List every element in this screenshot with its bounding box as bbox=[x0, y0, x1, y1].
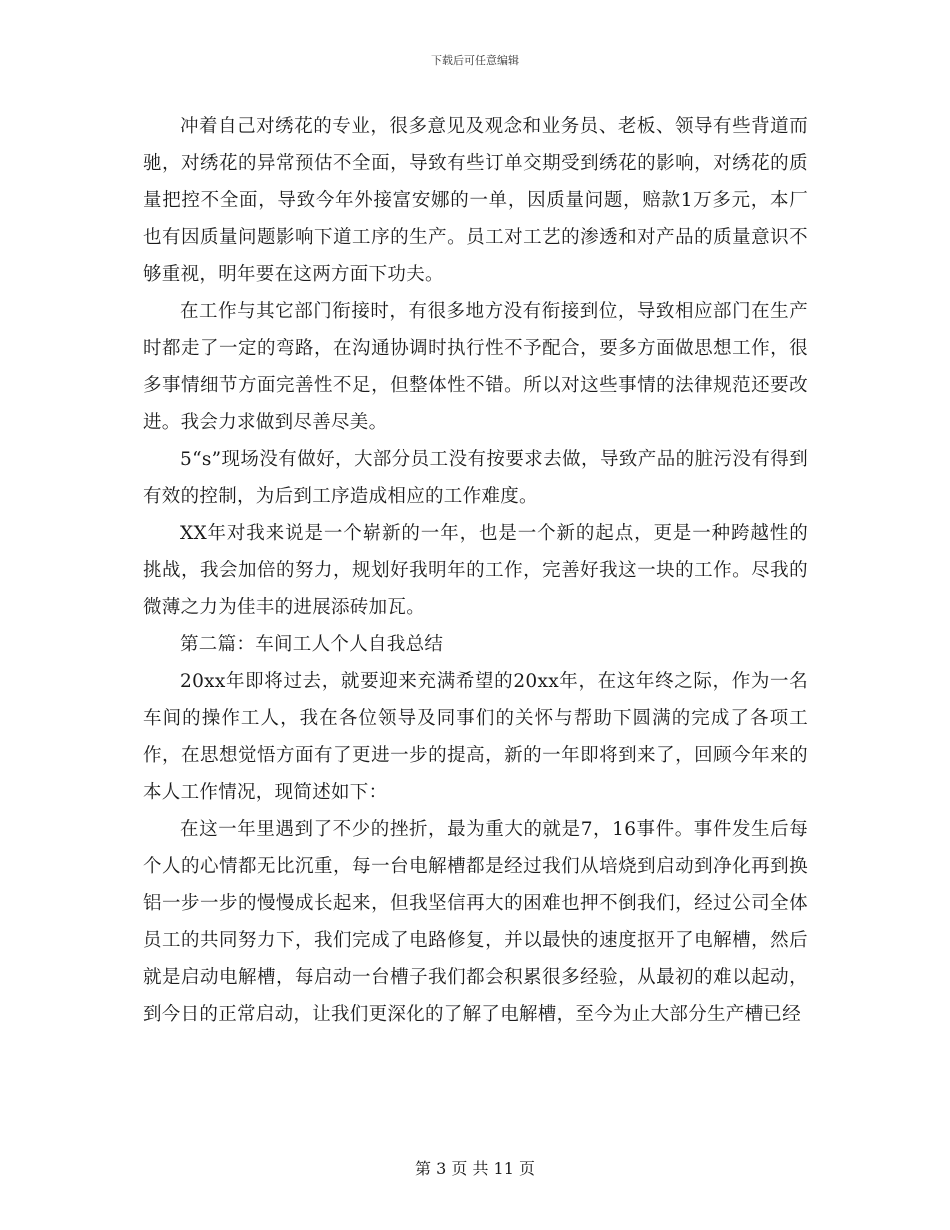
paragraph-incident-recovery: 在这一年里遇到了不少的挫折，最为重大的就是7，16事件。事件发生后每个人的心情都无比沉重，每一台电解槽都是经过我们从培烧到启动到净化再到换铝一步一步的慢慢成长起来，但我坚信再大的困难也押不倒我们，经过公司全体员工的共同努力下，我们完成了电路修复，并以最快的速度抠开了电解槽，然后就是启动电解槽，每启动一台槽子我们都会积累很多经验，从最初的难以起动，到今日的正常启动，让我们更深化的了解了电解槽，至今为止大部分生产槽已经 bbox=[143, 819, 808, 1025]
section-heading: 第二篇：车间工人个人自我总结 bbox=[180, 634, 444, 655]
page-number: 第 3 页 共 11 页 bbox=[415, 1159, 535, 1178]
paragraph-year-intro: 20xx年即将过去，就要迎来充满希望的20xx年，在这年终之际，作为一名车间的操作工人，我在各位领导及同事们的关怀与帮助下圆满的完成了各项工作，在思想觉悟方面有了更进一步的提高，新的一年即将到来了，回顾今年来的本人工作情况，现简述如下： bbox=[143, 671, 808, 803]
paragraph-embroidery-quality: 冲着自己对绣花的专业，很多意见及观念和业务员、老板、领导有些背道而驰，对绣花的异常预估不全面，导致有些订单交期受到绣花的影响，对绣花的质量把控不全面，导致今年外接富安娜的一单，因质量问题，赔款1万多元，本厂也有因质量问题影响下道工序的生产。员工对工艺的渗透和对产品的质量意识不够重视，明年要在这两方面下功夫。 bbox=[143, 116, 808, 285]
paragraph-5s-workplace: 5“s”现场没有做好，大部分员工没有按要求去做，导致产品的脏污没有得到有效的控制，为后到工序造成相应的工作难度。 bbox=[143, 449, 808, 507]
paragraph-department-coordination: 在工作与其它部门衔接时，有很多地方没有衔接到位，导致相应部门在生产时都走了一定的弯路，在沟通协调时执行性不予配合，要多方面做思想工作，很多事情细节方面完善性不足，但整体性不错。所以对这些事情的法律规范还要改进。我会力求做到尽善尽美。 bbox=[143, 301, 808, 433]
document-body bbox=[143, 108, 808, 1033]
paragraph-new-year-outlook: XX年对我来说是一个崭新的一年，也是一个新的起点，更是一种跨越性的挑战，我会加倍的努力，规划好我明年的工作，完善好我这一块的工作。尽我的微薄之力为佳丰的进展添砖加瓦。 bbox=[143, 523, 808, 618]
page-header: 下载后可任意编辑 bbox=[431, 54, 519, 67]
